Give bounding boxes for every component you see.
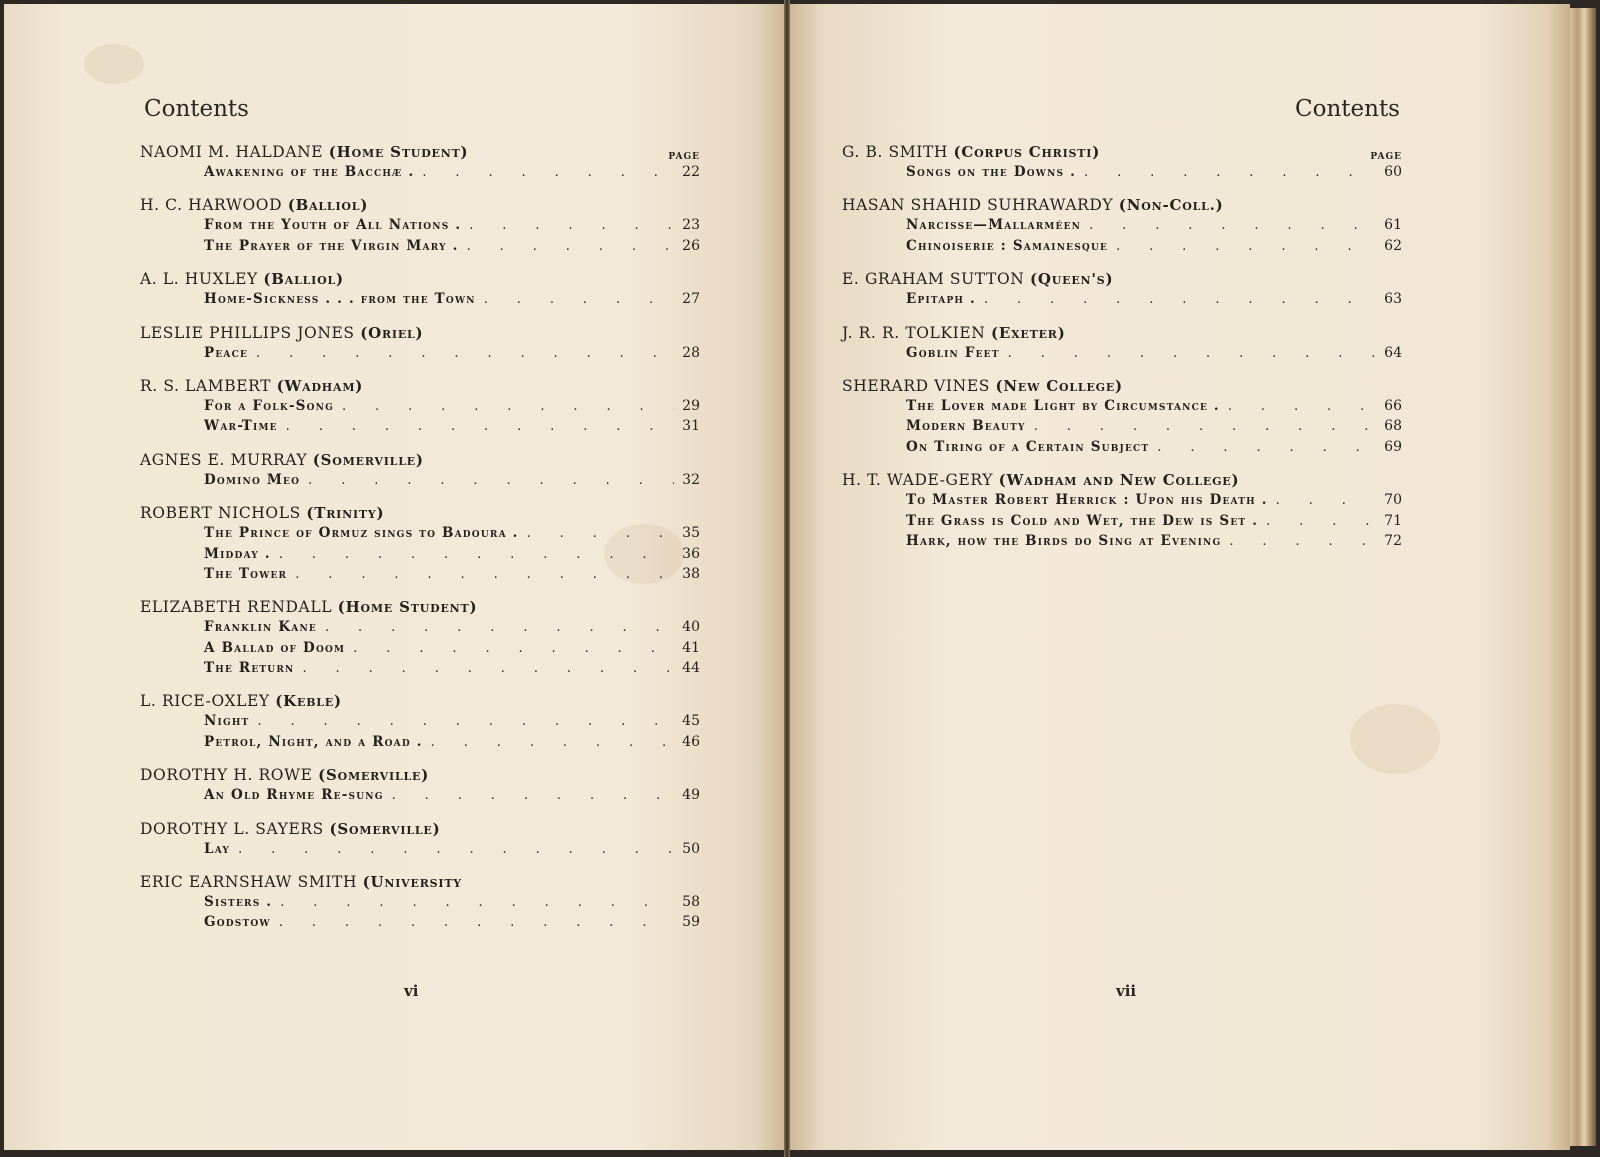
entry-title: Hark, how the Birds do Sing at Evening [906,532,1222,549]
entry-page-number: 66 [1384,397,1402,414]
entry-page-number: 59 [682,914,700,931]
toc-entry [140,162,700,182]
author-name: ELIZABETH RENDALL [140,598,333,617]
author-college: (Somerville) [329,819,441,838]
entry-title: From the Youth of All Nations . [204,217,462,234]
entry-title: On Tiring of a Certain Subject [906,438,1150,455]
entry-title: The Return [204,660,295,677]
toc-entry [140,215,700,235]
author-name: HASAN SHAHID SUHRAWARDY [842,196,1114,215]
toc-author [842,323,1402,343]
dot-leader [1157,438,1376,458]
dot-leader [286,417,674,437]
author-name: NAOMI M. HALDANE [140,143,324,161]
entry-page-number: 28 [682,344,700,361]
dot-leader [256,344,674,364]
dot-leader [527,524,674,544]
toc-entry [140,236,700,256]
toc-author-group [140,597,700,678]
dot-leader [984,290,1376,310]
entry-page-number: 58 [682,894,700,911]
author-name: G. B. SMITH [842,143,948,161]
toc-author-group [842,376,1402,457]
page-number: vii [1116,982,1137,1000]
toc-author [842,195,1402,215]
entry-title: Midday . [204,545,271,562]
entry-page-number: 41 [682,639,700,656]
dot-leader [484,290,674,310]
dot-leader [1034,417,1376,437]
dot-leader [238,840,674,860]
toc-author-group [842,323,1402,363]
entry-title: A Ballad of Doom [204,639,346,656]
toc-author-group [140,819,700,859]
entry-title: Franklin Kane [204,619,317,636]
dot-leader [279,913,674,933]
dot-leader [467,237,674,257]
toc-entry [140,912,700,932]
author-college: (Somerville) [312,450,424,469]
toc-author [140,142,700,162]
toc-entry [842,396,1402,416]
dot-leader [431,733,674,753]
toc-entry [842,531,1402,551]
toc-entry [140,658,700,678]
entry-title: Narcisse—Mallarméen [906,217,1082,234]
entry-page-number: 60 [1384,164,1402,180]
author-college: (Home Student) [337,598,478,617]
author-name: J. R. R. TOLKIEN [842,323,986,342]
toc-entry [140,523,700,543]
toc-author-group [140,269,700,309]
dot-leader [1228,397,1376,417]
toc-author-group [140,323,700,363]
author-college: (Corpus Christi) [953,143,1101,161]
toc-author-group [140,691,700,752]
author-name: H. C. HARWOOD [140,196,283,215]
entry-title: The Prayer of the Virgin Mary . [204,237,459,254]
entry-title: Songs on the Downs . [906,164,1077,180]
entry-title: The Grass is Cold and Wet, the Dew is Set . [906,512,1259,529]
toc-entry [140,732,700,752]
entry-page-number: 72 [1384,532,1402,549]
author-name: AGNES E. MURRAY [140,450,308,469]
toc-entry [140,839,700,859]
author-college: (University [362,873,462,892]
toc-entry [842,162,1402,182]
toc-author-group [842,195,1402,256]
entry-title: Godstow [204,914,271,931]
entry-page-number: 69 [1384,438,1402,455]
dot-leader [392,786,674,806]
entry-page-number: 27 [682,291,700,308]
toc-author [140,450,700,470]
toc-author-group [140,450,700,490]
table-of-contents [140,142,700,946]
dot-leader [308,471,674,491]
dot-leader [279,545,674,565]
author-name: ERIC EARNSHAW SMITH [140,873,358,892]
entry-page-number: 23 [682,217,700,234]
toc-entry [140,564,700,584]
entry-page-number: 36 [682,545,700,562]
entry-page-number: 40 [682,619,700,636]
entry-title: Domino Meo [204,471,301,488]
entry-page-number: 32 [682,471,700,488]
toc-entry [842,215,1402,235]
page-edges [1570,8,1596,1146]
page-number: vi [404,982,419,1000]
dot-leader [295,565,674,585]
toc-author [842,470,1402,490]
toc-author-group [140,142,700,182]
toc-entry [842,437,1402,457]
entry-page-number: 50 [682,840,700,857]
author-name: ROBERT NICHOLS [140,504,301,523]
author-college: (Balliol) [263,270,344,289]
toc-author-group [140,765,700,805]
entry-page-number: 62 [1384,237,1402,254]
entry-title: Peace [204,344,249,361]
entry-title: Petrol, Night, and a Road . [204,733,423,750]
entry-page-number: 45 [682,713,700,730]
entry-page-number: 61 [1384,217,1402,234]
author-college: (Keble) [275,692,342,711]
entry-title: Modern Beauty [906,418,1026,435]
author-name: R. S. LAMBERT [140,376,272,395]
dot-leader [257,712,674,732]
toc-entry [140,617,700,637]
toc-entry [140,638,700,658]
toc-entry [140,470,700,490]
toc-author [140,691,700,711]
entry-page-number: 70 [1384,492,1402,509]
entry-page-number: 64 [1384,344,1402,361]
author-college: (Balliol) [287,196,369,215]
toc-author [140,819,700,839]
paper-stain [84,44,144,84]
entry-page-number: 68 [1384,418,1402,435]
author-college: (Oriel) [360,323,424,342]
page-heading: Contents [1295,96,1400,122]
toc-author [842,142,1402,162]
toc-author-group [140,872,700,933]
entry-page-number: 35 [682,525,700,542]
dot-leader [280,893,674,913]
entry-title: Lay [204,840,231,857]
toc-author-group [140,503,700,584]
author-name: A. L. HUXLEY [140,270,258,289]
author-name: DOROTHY H. ROWE [140,766,313,785]
author-college: (Wadham and New College) [998,471,1240,490]
dot-leader [342,397,674,417]
entry-page-number: 44 [682,660,700,677]
author-college: (Exeter) [990,323,1066,342]
toc-entry [842,289,1402,309]
dot-leader [353,639,674,659]
right-page [790,4,1570,1150]
entry-page-number: 31 [682,418,700,435]
author-name: L. RICE-OXLEY [140,692,270,711]
toc-entry [140,711,700,731]
author-college: (Queen's) [1029,270,1114,289]
paper-stain [1350,704,1440,774]
entry-title: Awakening of the Bacchæ . [204,164,415,180]
author-college: (Non-Coll.) [1118,196,1224,215]
toc-entry [842,511,1402,531]
entry-page-number: 49 [682,787,700,804]
entry-title: Epitaph . [906,291,976,308]
toc-entry [140,396,700,416]
toc-entry [842,490,1402,510]
dot-leader [1116,237,1376,257]
dot-leader [1266,512,1376,532]
entry-title: Home-Sickness . . . from the Town [204,291,476,308]
left-page [4,4,784,1150]
entry-page-number: 46 [682,733,700,750]
author-college: (Trinity) [306,504,385,523]
entry-page-number: 26 [682,237,700,254]
toc-entry [140,785,700,805]
entry-page-number: 38 [682,565,700,582]
entry-title: Night [204,713,250,730]
toc-author-group [842,470,1402,551]
entry-title: To Master Robert Herrick : Upon his Death . [906,492,1268,509]
toc-entry [140,892,700,912]
author-name: SHERARD VINES [842,376,990,395]
author-name: LESLIE PHILLIPS JONES [140,323,355,342]
dot-leader [469,216,674,236]
toc-author [140,269,700,289]
toc-author [842,376,1402,396]
page-column-label: PAGE [1370,152,1402,162]
entry-page-number: 29 [682,397,700,414]
entry-title: For a Folk-Song [204,397,334,414]
page-column-label: PAGE [668,152,700,162]
toc-entry [842,416,1402,436]
dot-leader [1276,491,1376,511]
author-name: E. GRAHAM SUTTON [842,270,1025,289]
toc-author-group [842,269,1402,309]
entry-title: The Lover made Light by Circumstance . [906,397,1220,414]
author-name: DOROTHY L. SAYERS [140,819,324,838]
toc-entry [140,289,700,309]
entry-title: Sisters . [204,894,273,911]
toc-author [842,269,1402,289]
dot-leader [1229,532,1376,552]
toc-author [140,376,700,396]
toc-author-group [842,142,1402,182]
page-heading: Contents [144,96,249,122]
toc-author-group [140,195,700,256]
author-college: (Home Student) [328,143,469,161]
toc-entry [140,343,700,363]
dot-leader [325,618,674,638]
toc-author [140,323,700,343]
toc-entry [140,416,700,436]
toc-author-group [140,376,700,437]
dot-leader [1008,344,1376,364]
toc-author [140,765,700,785]
entry-title: War-Time [204,418,278,435]
dot-leader [1089,216,1376,236]
entry-page-number: 22 [682,164,700,180]
toc-author [140,872,700,892]
author-college: (New College) [995,376,1123,395]
toc-author [140,597,700,617]
dot-leader [302,659,674,679]
toc-author [140,503,700,523]
toc-entry [140,544,700,564]
entry-title: An Old Rhyme Re-sung [204,787,384,804]
toc-entry [842,236,1402,256]
entry-title: The Tower [204,565,288,582]
author-college: (Wadham) [276,376,364,395]
entry-page-number: 71 [1384,512,1402,529]
toc-author [140,195,700,215]
dot-leader [1084,163,1376,183]
table-of-contents [842,142,1402,564]
entry-title: The Prince of Ormuz sings to Badoura . [204,525,519,542]
author-name: H. T. WADE-GERY [842,471,994,490]
entry-title: Goblin Feet [906,344,1000,361]
entry-page-number: 63 [1384,291,1402,308]
toc-entry [842,343,1402,363]
author-college: (Somerville) [318,766,430,785]
entry-title: Chinoiserie : Samainesque [906,237,1109,254]
dot-leader [422,163,674,183]
